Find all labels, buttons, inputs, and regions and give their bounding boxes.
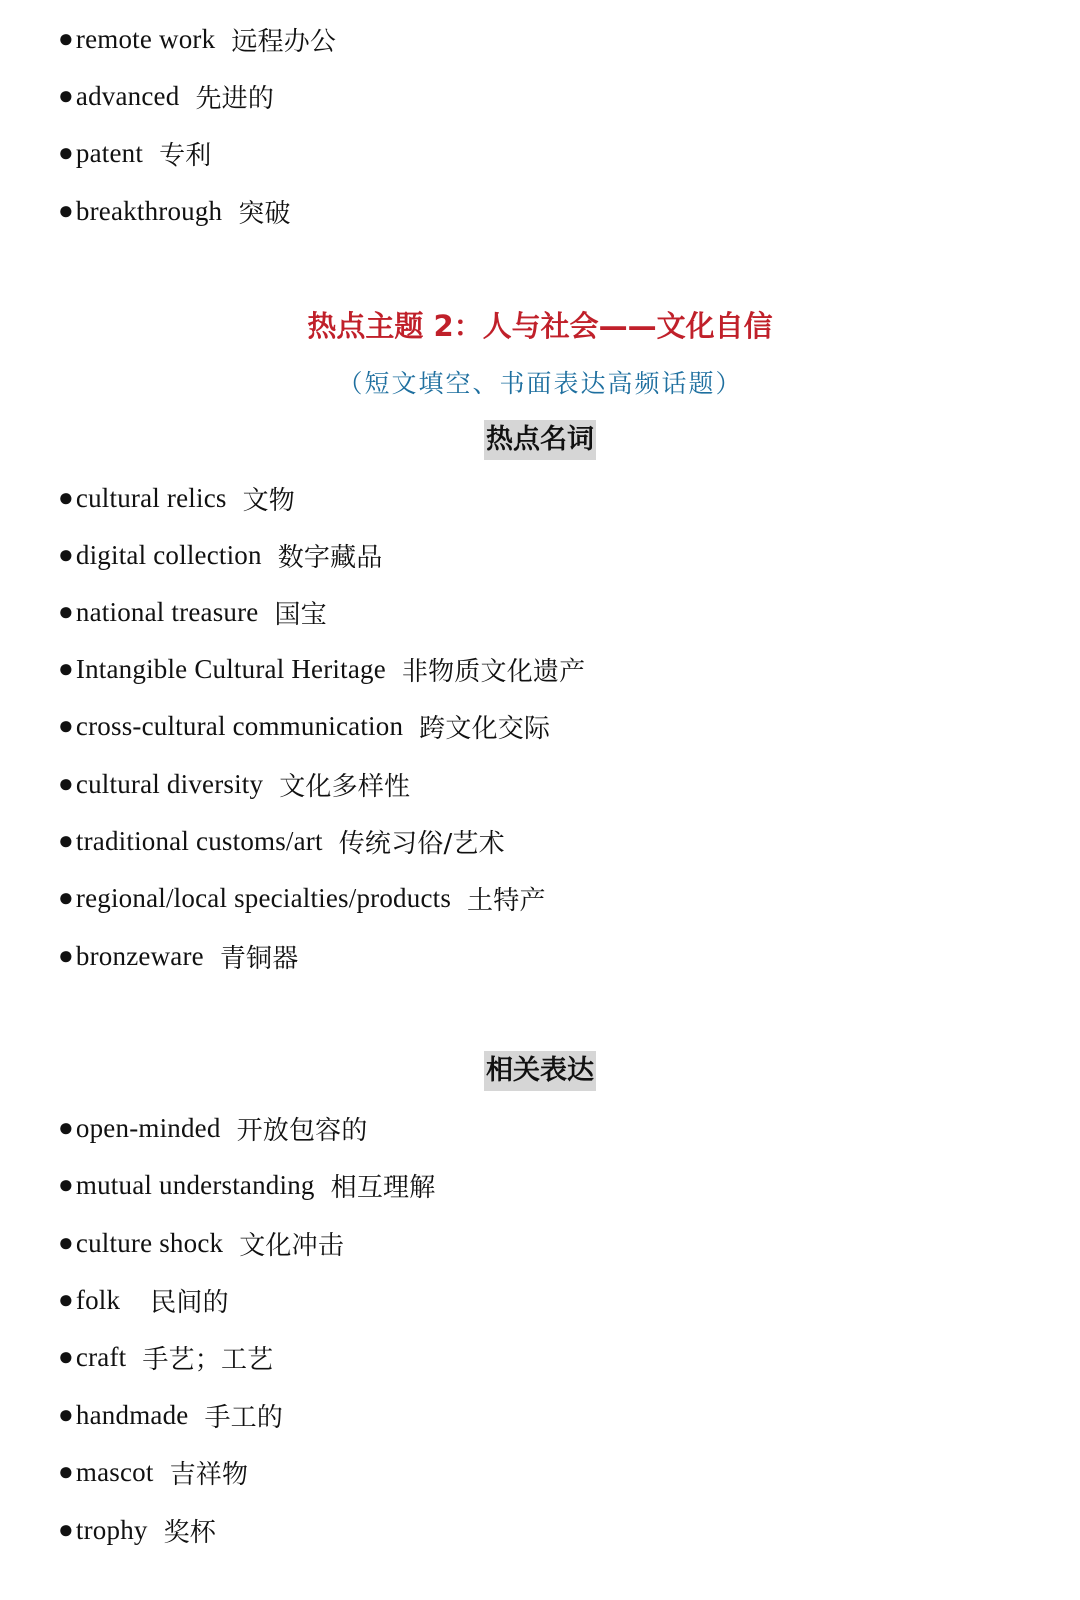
term-english: regional/local specialties/products (75, 882, 452, 913)
term-chinese: 民间的 (150, 1287, 229, 1318)
section-heading-nouns (0, 420, 1080, 462)
term-english: Intangible Cultural Heritage (75, 653, 386, 684)
term-chinese: 跨文化交际 (419, 713, 551, 744)
term-chinese: 开放包容的 (236, 1115, 368, 1146)
term-english: mutual understanding (75, 1169, 315, 1200)
list-item (58, 478, 295, 518)
term-english: handmade (75, 1399, 189, 1430)
topic-subtitle: （短文填空、书面表达高频话题） (337, 369, 743, 398)
term-chinese: 奖杯 (163, 1517, 217, 1548)
list-item (58, 706, 550, 746)
term-english: national treasure (75, 596, 259, 627)
list-item (58, 936, 298, 976)
section-heading-label: 相关表达 (484, 1051, 596, 1091)
bullet-icon: ● (58, 1342, 74, 1371)
term-english: cross-cultural communication (75, 710, 404, 741)
list-item (58, 592, 327, 632)
term-chinese: 文物 (242, 485, 295, 516)
bullet-icon: ● (58, 1285, 74, 1314)
bullet-icon: ● (58, 826, 74, 855)
term-english: bronzeware (75, 940, 204, 971)
list-item (58, 1337, 273, 1377)
topic-title: 热点主题 2：人与社会——文化自信 (307, 309, 773, 343)
bullet-icon: ● (58, 597, 74, 626)
term-chinese: 传统习俗/艺术 (338, 828, 505, 859)
term-chinese: 手艺；工艺 (142, 1344, 274, 1375)
term-english: breakthrough (75, 195, 223, 226)
term-chinese: 数字藏品 (277, 542, 383, 573)
bullet-icon: ● (58, 1457, 74, 1486)
bullet-icon: ● (58, 1113, 74, 1142)
term-english: advanced (75, 80, 180, 111)
list-item (58, 1395, 283, 1435)
term-chinese: 土特产 (467, 885, 546, 916)
bullet-icon: ● (58, 138, 74, 167)
bullet-icon: ● (58, 941, 74, 970)
bullet-icon: ● (58, 24, 74, 53)
term-english: craft (75, 1341, 127, 1372)
bullet-icon: ● (58, 769, 74, 798)
list-item (58, 821, 505, 861)
term-chinese: 青铜器 (219, 943, 299, 974)
bullet-icon: ● (58, 1170, 74, 1199)
list-item (58, 19, 336, 59)
list-item (58, 535, 383, 575)
bullet-icon: ● (58, 540, 74, 569)
bullet-icon: ● (58, 483, 74, 512)
term-chinese: 相互理解 (330, 1172, 436, 1203)
bullet-icon: ● (58, 883, 74, 912)
term-english: mascot (75, 1456, 154, 1487)
term-english: remote work (75, 23, 216, 54)
list-item (58, 1165, 435, 1205)
list-item (58, 1510, 216, 1550)
bullet-icon: ● (58, 1400, 74, 1429)
list-item (58, 878, 546, 918)
list-item (58, 764, 410, 804)
bullet-icon: ● (58, 81, 74, 110)
term-chinese: 专利 (159, 140, 212, 171)
term-chinese: 远程办公 (231, 26, 337, 57)
term-english: open-minded (75, 1112, 221, 1143)
term-chinese: 国宝 (274, 599, 327, 630)
term-english: culture shock (75, 1227, 224, 1258)
term-chinese: 先进的 (195, 83, 275, 114)
term-english: cultural diversity (75, 768, 264, 799)
term-english: folk (75, 1284, 121, 1315)
section-heading-label: 热点名词 (484, 420, 596, 460)
term-english: traditional customs/art (75, 825, 323, 856)
list-item (58, 1108, 368, 1148)
term-chinese: 非物质文化遗产 (401, 656, 586, 687)
term-chinese: 文化冲击 (239, 1230, 345, 1261)
bullet-icon: ● (58, 654, 74, 683)
bullet-icon: ● (58, 711, 74, 740)
bullet-icon: ● (58, 196, 74, 225)
term-chinese: 吉祥物 (169, 1459, 249, 1490)
term-english: patent (75, 137, 144, 168)
list-item (58, 649, 585, 689)
bullet-icon: ● (58, 1228, 74, 1257)
term-chinese: 手工的 (204, 1402, 284, 1433)
list-item (58, 1223, 344, 1263)
list-item (58, 1452, 248, 1492)
term-english: cultural relics (75, 482, 227, 513)
section-heading-expressions (0, 1051, 1080, 1093)
term-chinese: 文化多样性 (279, 771, 411, 802)
term-english: digital collection (75, 539, 262, 570)
term-english: trophy (75, 1514, 148, 1545)
list-item (58, 191, 291, 231)
list-item (58, 1280, 229, 1320)
term-chinese: 突破 (238, 198, 291, 229)
list-item (58, 133, 211, 173)
list-item (58, 76, 274, 116)
bullet-icon: ● (58, 1515, 74, 1544)
